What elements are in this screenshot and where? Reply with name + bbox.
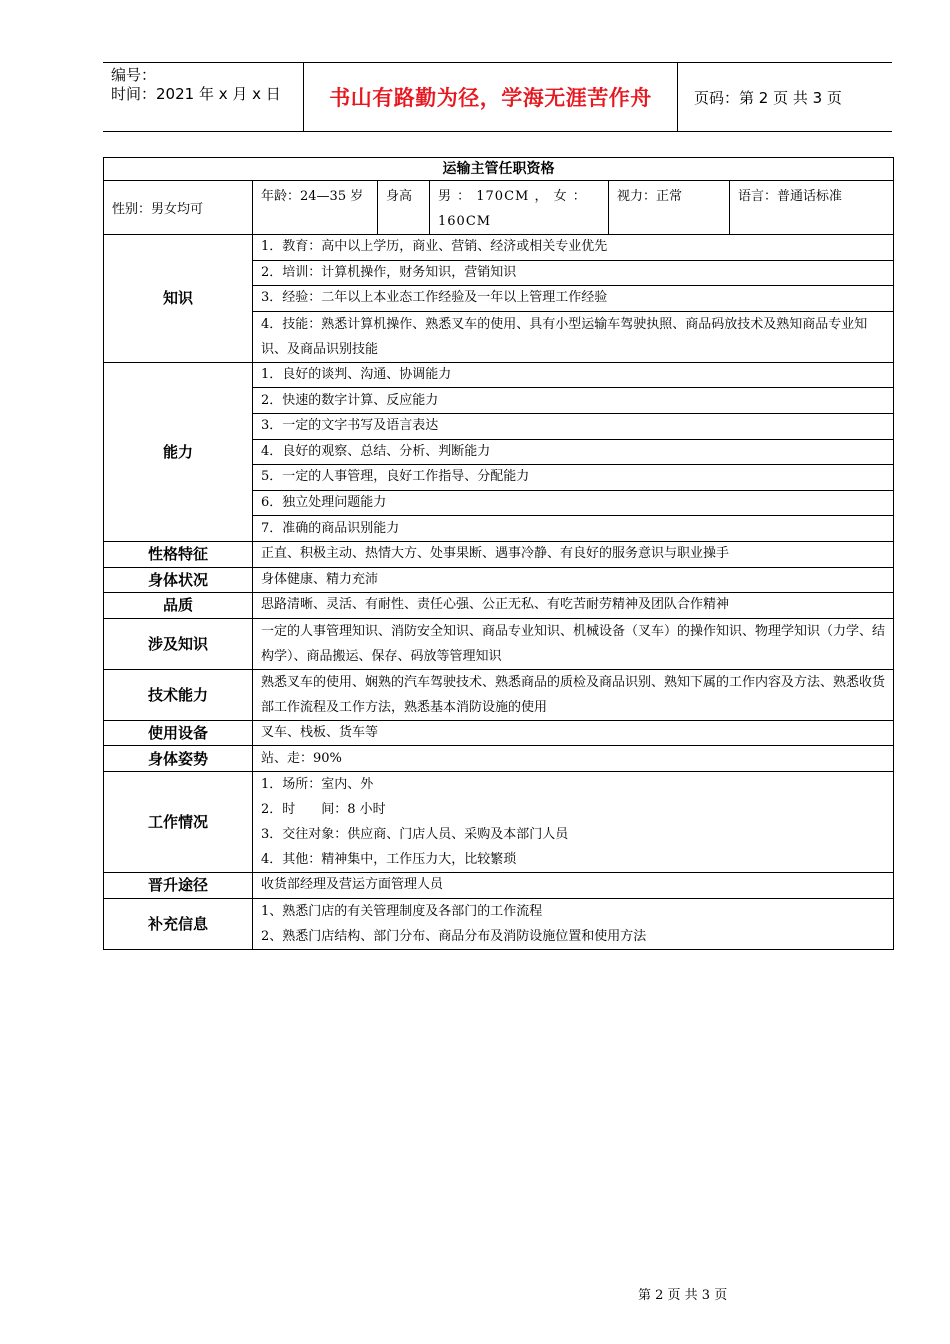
- ability-item: 1．良好的谈判、沟通、协调能力: [253, 362, 894, 388]
- vision-cell: 视力：正常: [609, 181, 730, 235]
- quality-label: 品质: [104, 593, 253, 619]
- work-item: 3．交往对象：供应商、门店人员、采购及本部门人员: [261, 826, 569, 842]
- personality-label: 性格特征: [104, 541, 253, 567]
- basic-info-row: [104, 181, 894, 235]
- language-cell: 语言：普通话标准: [730, 181, 894, 235]
- ability-item: 6．独立处理问题能力: [253, 490, 894, 516]
- ability-item: 3．一定的文字书写及语言表达: [253, 413, 894, 439]
- knowledge-item: 2．培训：计算机操作，财务知识，营销知识: [253, 260, 894, 286]
- ability-item: 5．一定的人事管理，良好工作指导、分配能力: [253, 465, 894, 491]
- knowledge-item: 1．教育：高中以上学历，商业、营销、经济或相关专业优先: [253, 235, 894, 261]
- knowledge-item: 4．技能：熟悉计算机操作、熟悉叉车的使用、具有小型运输车驾驶执照、商品码放技术及熟知商品专业知识、及商品识别技能: [253, 311, 894, 362]
- related-knowledge-value: 一定的人事管理知识、消防安全知识、商品专业知识、机械设备（叉车）的操作知识、物理学知识（力学、结构学）、商品搬运、保存、码放等管理知识: [253, 618, 894, 669]
- personality-value: 正直、积极主动、热情大方、处事果断、遇事冷静、有良好的服务意识与职业操手: [253, 541, 894, 567]
- work-items: [253, 771, 894, 872]
- ability-label: 能力: [104, 362, 253, 541]
- posture-value: 站、走：90%: [253, 746, 894, 772]
- footer-page-number: 第 2 页 共 3 页: [638, 1288, 728, 1303]
- quality-value: 思路清晰、灵活、有耐性、责任心强、公正无私、有吃苦耐劳精神及团队合作精神: [253, 593, 894, 619]
- height-value-cell: 男 ： 170CM ， 女 ： 160CM: [430, 181, 609, 235]
- posture-label: 身体姿势: [104, 746, 253, 772]
- supplement-items: [253, 898, 894, 949]
- work-item: 1．场所：室内、外: [261, 776, 374, 792]
- page-header: [103, 62, 892, 132]
- related-knowledge-label: 涉及知识: [104, 618, 253, 669]
- header-motto: 书山有路勤为径，学海无涯苦作舟: [329, 86, 652, 110]
- work-label: 工作情况: [104, 771, 253, 872]
- table-title: 运输主管任职资格: [104, 158, 894, 181]
- equipment-value: 叉车、栈板、货车等: [253, 720, 894, 746]
- document-number-label: 编号：: [111, 66, 157, 84]
- ability-item: 7．准确的商品识别能力: [253, 516, 894, 542]
- physical-value: 身体健康、精力充沛: [253, 567, 894, 593]
- promotion-label: 晋升途径: [104, 872, 253, 898]
- qualification-table: [103, 157, 894, 950]
- ability-item: 2．快速的数字计算、反应能力: [253, 388, 894, 414]
- physical-label: 身体状况: [104, 567, 253, 593]
- knowledge-label: 知识: [104, 235, 253, 363]
- knowledge-item: 3．经验：二年以上本业态工作经验及一年以上管理工作经验: [253, 286, 894, 312]
- technical-value: 熟悉叉车的使用、娴熟的汽车驾驶技术、熟悉商品的质检及商品识别、熟知下属的工作内容及方法、熟悉收货部工作流程及工作方法，熟悉基本消防设施的使用: [253, 669, 894, 720]
- supplement-item: 2、熟悉门店结构、部门分布、商品分布及消防设施位置和使用方法: [261, 928, 647, 944]
- age-cell: 年龄：24—35 岁: [253, 181, 378, 235]
- supplement-item: 1、熟悉门店的有关管理制度及各部门的工作流程: [261, 903, 543, 919]
- technical-label: 技术能力: [104, 669, 253, 720]
- header-motto-cell: [304, 63, 678, 131]
- promotion-value: 收货部经理及营运方面管理人员: [253, 872, 894, 898]
- header-page-info: [686, 63, 892, 131]
- work-item: 2．时 间：8 小时: [261, 801, 386, 817]
- height-label-cell: 身高: [378, 181, 430, 235]
- document-time-label: 时间：2021 年 x 月 x 日: [111, 85, 281, 103]
- page-info-text: 页码：第 2 页 共 3 页: [694, 88, 842, 107]
- equipment-label: 使用设备: [104, 720, 253, 746]
- ability-item: 4．良好的观察、总结、分析、判断能力: [253, 439, 894, 465]
- supplement-label: 补充信息: [104, 898, 253, 949]
- work-item: 4．其他：精神集中，工作压力大，比较繁琐: [261, 851, 517, 867]
- gender-cell: 性别：男女均可: [104, 181, 253, 235]
- header-meta: [103, 63, 304, 131]
